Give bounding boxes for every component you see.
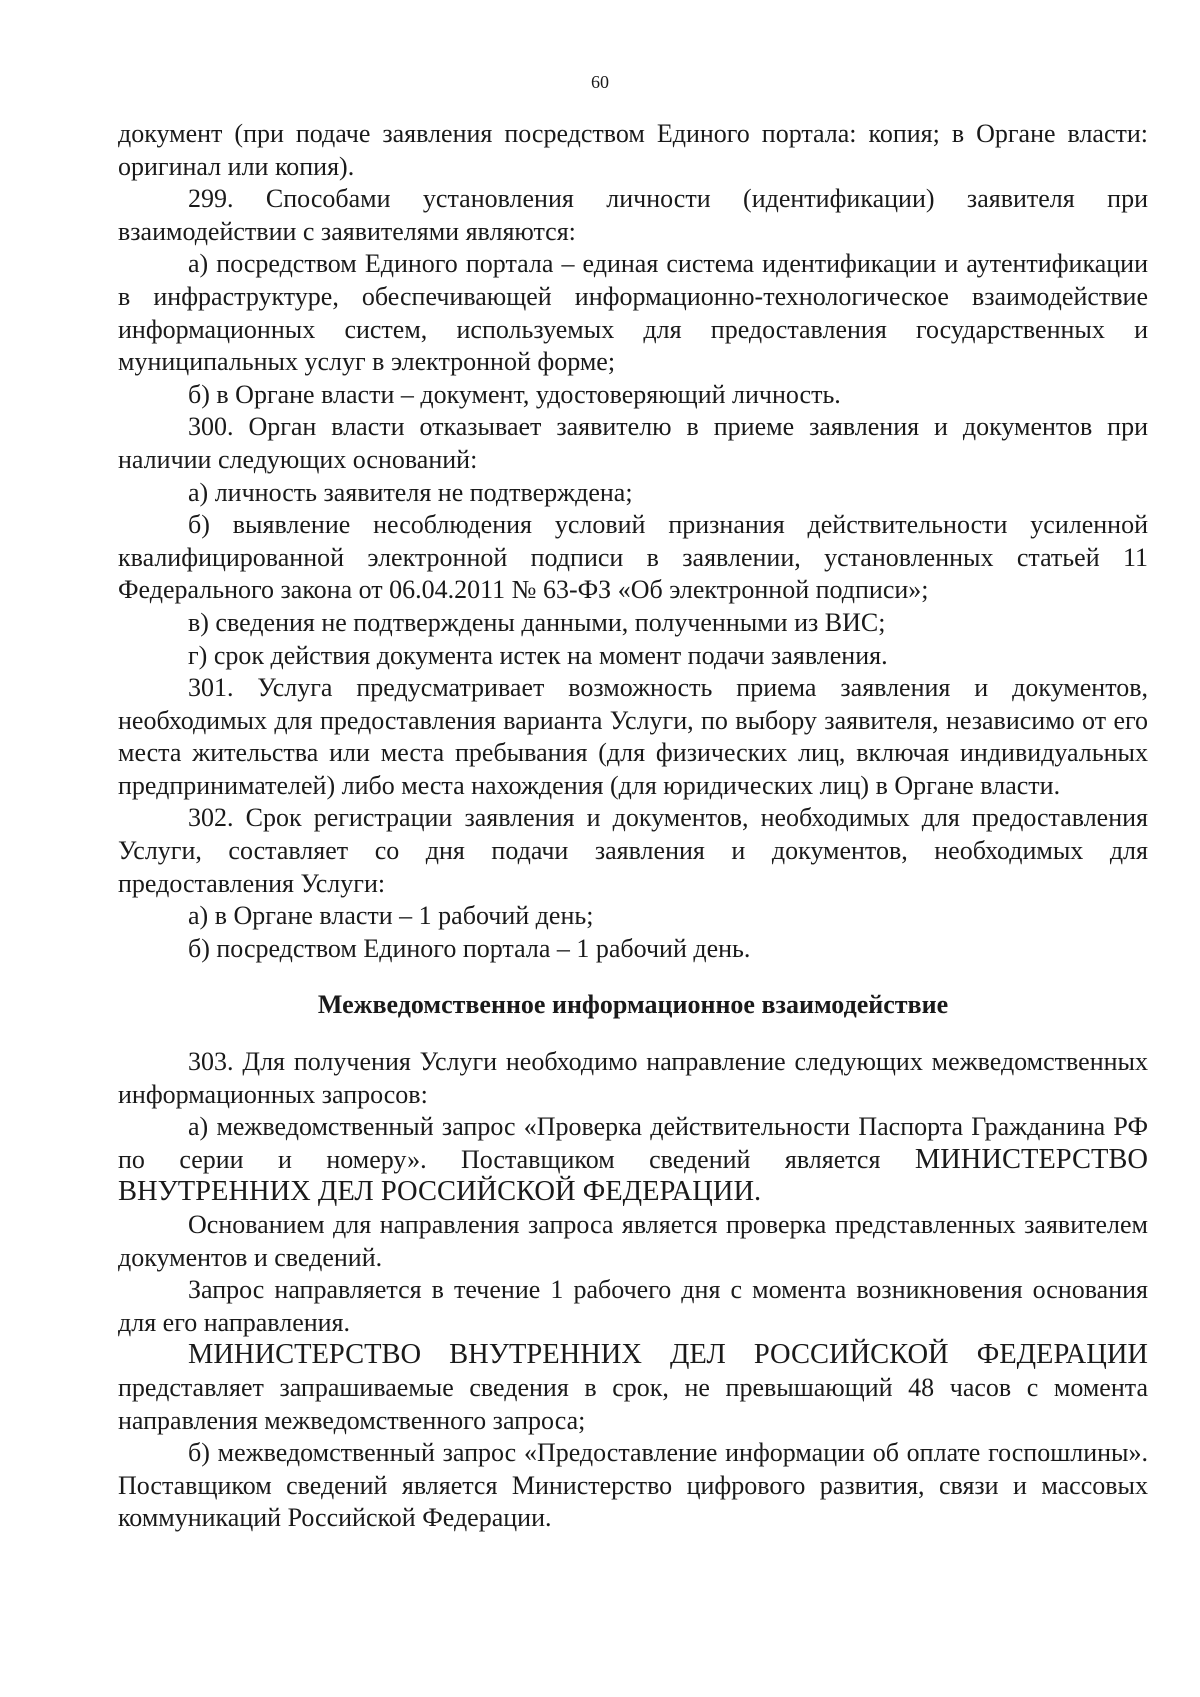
paragraph-303-a — [118, 1111, 1148, 1209]
paragraph-300: 300. Орган власти отказывает заявителю в приеме заявления и документов при наличии следующих оснований: — [118, 412, 1148, 474]
paragraph-302-a: а) в Органе власти – 1 рабочий день; — [188, 901, 594, 931]
document-body — [118, 118, 1148, 1535]
paragraph-303-timing: Запрос направляется в течение 1 рабочего дня с момента возникновения основания для его направления. — [118, 1275, 1148, 1337]
paragraph-299-a: а) посредством Единого портала – единая система идентификации и аутентификации в инфраструктуре, обеспечивающей информационно-технологическое взаимодействие информационных систем, используемых для предоставления государственных и муниципальных услуг в электронной форме; — [118, 249, 1148, 377]
paragraph-300-g: г) срок действия документа истек на момент подачи заявления. — [188, 640, 888, 670]
paragraph-303-response — [118, 1339, 1148, 1437]
paragraph-299-b: б) в Органе власти – документ, удостоверяющий личность. — [188, 379, 841, 409]
paragraph-300-v: в) сведения не подтверждены данными, полученными из ВИС; — [188, 607, 886, 637]
paragraph-303-a-text: а) межведомственный запрос «Проверка действительности Паспорта Гражданина РФ по серии и номеру». Поставщиком сведений является — [118, 1112, 1148, 1174]
paragraph-303-basis: Основанием для направления запроса является проверка представленных заявителем документов и сведений. — [118, 1210, 1148, 1272]
paragraph-302: 302. Срок регистрации заявления и документов, необходимых для предоставления Услуги, составляет со дня подачи заявления и документов, необходимых для предоставления Услуги: — [118, 803, 1148, 898]
paragraph-303-b: б) межведомственный запрос «Предоставление информации об оплате госпошлины». Поставщиком сведений является Министерство цифрового развития, связи и массовых коммуникаций Российской Федерации. — [118, 1438, 1148, 1533]
section-heading: Межведомственное информационное взаимодействие — [317, 990, 949, 1020]
paragraph-303-response-text: представляет запрашиваемые сведения в срок, не превышающий 48 часов с момента направления межведомственного запроса; — [118, 1372, 1148, 1435]
paragraph-303: 303. Для получения Услуги необходимо направление следующих межведомственных информационных запросов: — [118, 1047, 1148, 1109]
ministry-name-caps: МИНИСТЕРСТВО ВНУТРЕННИХ ДЕЛ РОССИЙСКОЙ ФЕДЕРАЦИИ. — [118, 1143, 1148, 1208]
paragraph-299: 299. Способами установления личности (идентификации) заявителя при взаимодействии с заявителями являются: — [118, 184, 1148, 246]
paragraph-300-a: а) личность заявителя не подтверждена; — [188, 477, 633, 507]
paragraph-301: 301. Услуга предусматривает возможность приема заявления и документов, необходимых для предоставления варианта Услуги, по выбору заявителя, независимо от его места жительства или места пребывания (для физических лиц, включая индивидуальных предпринимателей) либо места нахождения (для юридических лиц) в Органе власти. — [118, 673, 1148, 800]
paragraph-302-b: б) посредством Единого портала – 1 рабочий день. — [188, 933, 751, 963]
page-number: 60 — [591, 72, 609, 92]
paragraph-continuation: документ (при подаче заявления посредством Единого портала: копия; в Органе власти: оригинал или копия). — [118, 119, 1148, 181]
ministry-name-caps-lead: МИНИСТЕРСТВО ВНУТРЕННИХ ДЕЛ РОССИЙСКОЙ ФЕДЕРАЦИИ — [188, 1339, 1148, 1371]
paragraph-300-b: б) выявление несоблюдения условий признания действительности усиленной квалифицированной электронной подписи в заявлении, установленных статьей 11 Федерального закона от 06.04.2011 № 63-ФЗ «Об электронной подписи»; — [118, 510, 1148, 605]
